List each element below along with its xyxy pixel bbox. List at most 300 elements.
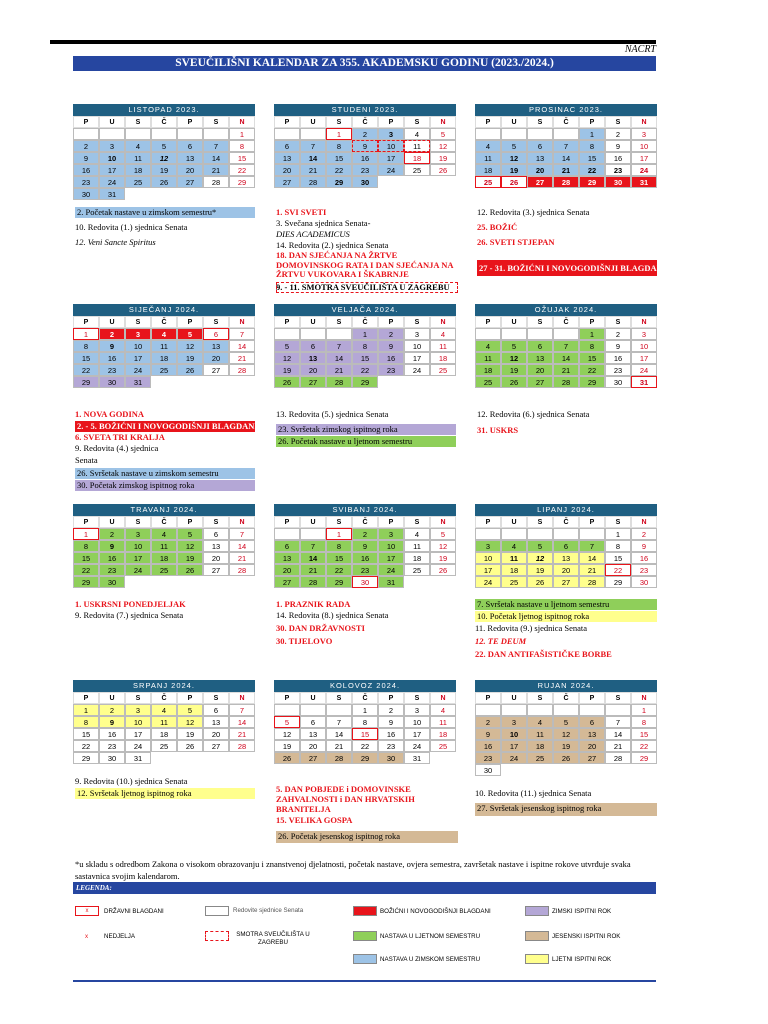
- day-cell: 6: [300, 340, 326, 352]
- day-cell: 26: [501, 176, 527, 188]
- month-studeni: [274, 104, 456, 188]
- day-cell: 30: [352, 576, 378, 588]
- day-cell: 31: [378, 576, 404, 588]
- day-cell: 28: [326, 376, 352, 388]
- day-cell: 12: [274, 728, 300, 740]
- day-cell: 8: [579, 140, 605, 152]
- day-cell: 1: [352, 704, 378, 716]
- day-cell: 16: [605, 352, 631, 364]
- month-title: PROSINAC 2023.: [475, 104, 657, 116]
- empty-cell: [527, 328, 553, 340]
- day-cell: 21: [579, 564, 605, 576]
- day-cell: 21: [326, 364, 352, 376]
- day-cell: 6: [203, 528, 229, 540]
- weekday-label: Č: [352, 116, 378, 128]
- day-cell: 7: [605, 716, 631, 728]
- day-cell: 17: [99, 164, 125, 176]
- summer-teaching-swatch: [353, 931, 377, 941]
- day-cell: 11: [501, 552, 527, 564]
- day-cell: 28: [229, 564, 255, 576]
- note-item: 2. Početak nastave u zimskom semestru*: [75, 207, 255, 218]
- day-cell: 5: [151, 140, 177, 152]
- day-cell: 3: [378, 528, 404, 540]
- day-cell: 7: [326, 716, 352, 728]
- day-cell: 3: [404, 704, 430, 716]
- day-cell: 29: [579, 376, 605, 388]
- legend-state-holiday: DRŽAVNI BLAGDANI: [104, 908, 164, 915]
- top-rule: [50, 40, 656, 44]
- day-cell: 6: [579, 716, 605, 728]
- note-item: 27. Svršetak jesenskog ispitnog roka: [475, 803, 657, 816]
- weekday-label: S: [605, 116, 631, 128]
- month-srpanj: [73, 680, 255, 764]
- day-cell: 3: [125, 328, 151, 340]
- month-ozujak: [475, 304, 657, 388]
- day-cell: 22: [631, 740, 657, 752]
- day-cell: 19: [177, 552, 203, 564]
- month-title: SRPANJ 2024.: [73, 680, 255, 692]
- weekday-label: S: [326, 516, 352, 528]
- note-item: DIES ACADEMICUS: [276, 229, 350, 239]
- note-item: 12. Redovita (6.) sjednica Senata: [477, 409, 590, 419]
- day-cell: 26: [430, 564, 456, 576]
- day-cell: 20: [579, 740, 605, 752]
- day-cell: 13: [203, 540, 229, 552]
- day-cell: 5: [430, 128, 456, 140]
- day-cell: 9: [99, 340, 125, 352]
- weekday-label: S: [326, 692, 352, 704]
- weekday-label: P: [274, 116, 300, 128]
- weekday-label: Č: [352, 516, 378, 528]
- day-cell: 29: [352, 752, 378, 764]
- day-cell: 13: [274, 152, 300, 164]
- legend-christmas: BOŽIĆNI I NOVOGODIŠNJI BLAGDANI: [380, 908, 491, 915]
- day-cell: 10: [501, 728, 527, 740]
- day-cell: 17: [404, 728, 430, 740]
- note-item: 31. USKRS: [477, 425, 519, 435]
- day-cell: 9: [352, 140, 378, 152]
- weekday-label: U: [300, 116, 326, 128]
- day-cell: 18: [527, 740, 553, 752]
- day-cell: 18: [404, 552, 430, 564]
- day-cell: 7: [300, 140, 326, 152]
- legend-summer-exam: LJETNI ISPITNI ROK: [552, 956, 612, 963]
- day-cell: 16: [605, 152, 631, 164]
- notes-svibanj: [276, 599, 456, 647]
- day-cell: 27: [177, 176, 203, 188]
- day-cell: 3: [501, 716, 527, 728]
- day-cell: 19: [501, 364, 527, 376]
- day-cell: 10: [631, 340, 657, 352]
- day-cell: 15: [579, 152, 605, 164]
- day-cell: 24: [404, 364, 430, 376]
- empty-cell: [527, 528, 553, 540]
- day-cell: 15: [73, 728, 99, 740]
- note-item: 14. Redovita (2.) sjednica Senata: [276, 240, 389, 250]
- day-cell: 8: [229, 140, 255, 152]
- note-item: 1. USKRSNI PONEDJELJAK: [75, 599, 186, 609]
- day-cell: 5: [177, 328, 203, 340]
- day-cell: 23: [73, 176, 99, 188]
- day-cell: 2: [352, 528, 378, 540]
- day-cell: 9: [99, 716, 125, 728]
- notes-ozujak: [477, 409, 657, 436]
- note-item: 1. SVI SVETI: [276, 207, 327, 217]
- day-cell: 18: [430, 728, 456, 740]
- day-cell: 15: [326, 552, 352, 564]
- day-cell: 11: [404, 540, 430, 552]
- empty-cell: [151, 128, 177, 140]
- note-item: 11. Redovita (9.) sjednica Senata: [475, 623, 588, 633]
- weekday-label: P: [378, 692, 404, 704]
- day-cell: 25: [151, 364, 177, 376]
- senate-swatch: [205, 906, 229, 916]
- day-cell: 29: [352, 376, 378, 388]
- day-cell: 18: [151, 352, 177, 364]
- weekday-label: Č: [151, 516, 177, 528]
- day-cell: 27: [527, 176, 553, 188]
- day-cell: 25: [151, 740, 177, 752]
- day-cell: 6: [527, 340, 553, 352]
- day-cell: 25: [404, 164, 430, 176]
- day-cell: 22: [229, 164, 255, 176]
- day-cell: 2: [605, 128, 631, 140]
- day-cell: 8: [605, 540, 631, 552]
- note-item: Senata: [75, 455, 98, 465]
- day-cell: 6: [274, 140, 300, 152]
- weekday-label: P: [579, 316, 605, 328]
- day-cell: 15: [352, 352, 378, 364]
- month-svibanj: [274, 504, 456, 588]
- day-cell: 29: [73, 576, 99, 588]
- day-cell: 12: [430, 540, 456, 552]
- day-cell: 4: [527, 716, 553, 728]
- empty-cell: [553, 128, 579, 140]
- day-cell: 29: [229, 176, 255, 188]
- weekday-label: S: [326, 316, 352, 328]
- day-cell: 11: [125, 152, 151, 164]
- empty-cell: [553, 704, 579, 716]
- day-cell: 5: [501, 340, 527, 352]
- weekday-label: N: [631, 516, 657, 528]
- empty-cell: [501, 328, 527, 340]
- day-cell: 25: [501, 576, 527, 588]
- empty-cell: [579, 704, 605, 716]
- empty-cell: [475, 528, 501, 540]
- day-cell: 7: [229, 704, 255, 716]
- day-cell: 13: [300, 352, 326, 364]
- day-cell: 6: [203, 328, 229, 340]
- day-cell: 4: [430, 704, 456, 716]
- note-item: 10. Početak ljetnog ispitnog roka: [475, 611, 657, 622]
- day-cell: 6: [553, 540, 579, 552]
- empty-cell: [300, 128, 326, 140]
- day-cell: 20: [274, 564, 300, 576]
- day-cell: 17: [125, 728, 151, 740]
- note-item: 26. SVETI STJEPAN: [477, 237, 555, 247]
- day-cell: 5: [501, 140, 527, 152]
- note-item: 14. Redovita (8.) sjednica Senata: [276, 610, 389, 620]
- day-cell: 28: [326, 752, 352, 764]
- empty-cell: [203, 128, 229, 140]
- weekday-label: Č: [553, 692, 579, 704]
- month-grid: [73, 516, 255, 588]
- day-cell: 1: [73, 528, 99, 540]
- weekday-label: P: [475, 516, 501, 528]
- note-item: 1. NOVA GODINA: [75, 409, 145, 419]
- day-cell: 10: [378, 540, 404, 552]
- empty-cell: [73, 128, 99, 140]
- day-cell: 6: [177, 140, 203, 152]
- weekday-label: S: [605, 692, 631, 704]
- note-item: 10. Redovita (1.) sjednica Senata: [75, 222, 188, 232]
- day-cell: 29: [73, 376, 99, 388]
- weekday-label: Č: [553, 316, 579, 328]
- day-cell: 23: [605, 364, 631, 376]
- weekday-label: S: [125, 116, 151, 128]
- day-cell: 27: [300, 752, 326, 764]
- day-cell: 18: [430, 352, 456, 364]
- weekday-label: N: [229, 692, 255, 704]
- day-cell: 10: [378, 140, 404, 152]
- month-grid: [73, 116, 255, 200]
- weekday-label: U: [300, 692, 326, 704]
- day-cell: 21: [553, 364, 579, 376]
- summer-exam-swatch: [525, 954, 549, 964]
- day-cell: 22: [352, 740, 378, 752]
- day-cell: 4: [151, 704, 177, 716]
- note-item: 30. TIJELOVO: [276, 636, 333, 646]
- day-cell: 3: [125, 704, 151, 716]
- day-cell: 21: [300, 164, 326, 176]
- month-grid: [475, 516, 657, 588]
- weekday-label: Č: [151, 316, 177, 328]
- day-cell: 29: [579, 176, 605, 188]
- weekday-label: P: [579, 692, 605, 704]
- weekday-label: U: [99, 692, 125, 704]
- day-cell: 26: [177, 364, 203, 376]
- note-item: 9. - 11. SMOTRA SVEUČILIŠTA U ZAGREBU: [276, 282, 458, 293]
- day-cell: 11: [527, 728, 553, 740]
- note-item: 10. Redovita (11.) sjednica Senata: [475, 788, 592, 798]
- weekday-label: S: [404, 692, 430, 704]
- day-cell: 9: [605, 340, 631, 352]
- day-cell: 25: [125, 176, 151, 188]
- day-cell: 8: [326, 140, 352, 152]
- day-cell: 16: [99, 552, 125, 564]
- day-cell: 23: [99, 364, 125, 376]
- note-item: 9. Redovita (7.) sjednica Senata: [75, 610, 184, 620]
- day-cell: 3: [125, 528, 151, 540]
- day-cell: 9: [378, 716, 404, 728]
- month-title: SIJEČANJ 2024.: [73, 304, 255, 316]
- day-cell: 11: [430, 716, 456, 728]
- day-cell: 13: [203, 340, 229, 352]
- weekday-label: S: [125, 692, 151, 704]
- empty-cell: [274, 528, 300, 540]
- day-cell: 23: [605, 164, 631, 176]
- day-cell: 10: [125, 340, 151, 352]
- day-cell: 7: [229, 528, 255, 540]
- day-cell: 9: [352, 540, 378, 552]
- month-grid: [475, 116, 657, 188]
- day-cell: 25: [151, 564, 177, 576]
- weekday-label: S: [527, 692, 553, 704]
- day-cell: 25: [527, 752, 553, 764]
- month-travanj: [73, 504, 255, 588]
- day-cell: 7: [300, 540, 326, 552]
- day-cell: 21: [203, 164, 229, 176]
- day-cell: 4: [404, 528, 430, 540]
- day-cell: 17: [378, 152, 404, 164]
- day-cell: 6: [203, 704, 229, 716]
- empty-cell: [326, 704, 352, 716]
- page-title: SVEUČILIŠNI KALENDAR ZA 355. AKADEMSKU GODINU (2023./2024.): [73, 56, 656, 71]
- weekday-label: P: [274, 516, 300, 528]
- day-cell: 19: [151, 164, 177, 176]
- month-listopad: [73, 104, 255, 200]
- weekday-label: P: [579, 516, 605, 528]
- weekday-label: N: [229, 516, 255, 528]
- day-cell: 11: [475, 152, 501, 164]
- day-cell: 8: [352, 716, 378, 728]
- day-cell: 5: [430, 528, 456, 540]
- day-cell: 1: [73, 704, 99, 716]
- day-cell: 17: [378, 552, 404, 564]
- christmas-swatch: [353, 906, 377, 916]
- day-cell: 7: [326, 340, 352, 352]
- day-cell: 7: [203, 140, 229, 152]
- day-cell: 1: [229, 128, 255, 140]
- day-cell: 17: [631, 152, 657, 164]
- day-cell: 30: [99, 576, 125, 588]
- day-cell: 12: [527, 552, 553, 564]
- day-cell: 20: [553, 564, 579, 576]
- day-cell: 19: [430, 552, 456, 564]
- day-cell: 8: [326, 540, 352, 552]
- day-cell: 13: [274, 552, 300, 564]
- day-cell: 18: [501, 564, 527, 576]
- empty-cell: [475, 704, 501, 716]
- day-cell: 30: [475, 764, 501, 776]
- weekday-label: S: [203, 516, 229, 528]
- day-cell: 16: [73, 164, 99, 176]
- day-cell: 16: [352, 152, 378, 164]
- weekday-label: U: [501, 116, 527, 128]
- day-cell: 12: [553, 728, 579, 740]
- legend: [75, 904, 665, 974]
- footnote: *u skladu s odredbom Zakona o visokom obrazovanju i znanstvenoj djelatnosti, početak nastave, ovjera semestra, završetak nastave i ispitne rokove utvrđuje svaka sastavnica svojim kalendarom.: [75, 859, 631, 881]
- legend-title: LEGENDA:: [73, 882, 656, 894]
- day-cell: 20: [203, 552, 229, 564]
- day-cell: 19: [274, 364, 300, 376]
- day-cell: 25: [475, 376, 501, 388]
- note-item: 5. DAN POBJEDE i DOMOVINSKE ZAHVALNOSTI i DAN HRVATSKIH BRANITELJA: [276, 784, 415, 814]
- day-cell: 18: [475, 164, 501, 176]
- day-cell: 6: [527, 140, 553, 152]
- day-cell: 27: [203, 564, 229, 576]
- day-cell: 10: [125, 716, 151, 728]
- day-cell: 8: [73, 716, 99, 728]
- day-cell: 23: [631, 564, 657, 576]
- day-cell: 25: [475, 176, 501, 188]
- day-cell: 22: [326, 564, 352, 576]
- day-cell: 29: [73, 752, 99, 764]
- weekday-label: U: [501, 316, 527, 328]
- note-item: 27 - 31. BOŽIĆNI I NOVOGODIŠNJI BLAGDANI: [477, 260, 657, 276]
- day-cell: 20: [300, 364, 326, 376]
- day-cell: 14: [553, 352, 579, 364]
- weekday-label: U: [501, 692, 527, 704]
- day-cell: 19: [274, 740, 300, 752]
- day-cell: 9: [631, 540, 657, 552]
- empty-cell: [553, 528, 579, 540]
- weekday-label: P: [73, 692, 99, 704]
- day-cell: 20: [274, 164, 300, 176]
- day-cell: 21: [229, 352, 255, 364]
- day-cell: 16: [99, 728, 125, 740]
- day-cell: 27: [553, 576, 579, 588]
- day-cell: 23: [378, 364, 404, 376]
- weekday-label: P: [378, 316, 404, 328]
- weekday-label: N: [631, 116, 657, 128]
- day-cell: 19: [501, 164, 527, 176]
- day-cell: 1: [579, 128, 605, 140]
- day-cell: 14: [229, 340, 255, 352]
- day-cell: 3: [631, 328, 657, 340]
- day-cell: 10: [631, 140, 657, 152]
- day-cell: 14: [605, 728, 631, 740]
- day-cell: 13: [527, 152, 553, 164]
- day-cell: 18: [475, 364, 501, 376]
- day-cell: 27: [527, 376, 553, 388]
- month-title: VELJAČA 2024.: [274, 304, 456, 316]
- notes-prosinac: [477, 207, 667, 276]
- day-cell: 9: [605, 140, 631, 152]
- notes-kolovoz: [276, 784, 458, 843]
- day-cell: 26: [274, 376, 300, 388]
- day-cell: 15: [579, 352, 605, 364]
- month-grid: [475, 692, 657, 776]
- weekday-label: S: [527, 116, 553, 128]
- weekday-label: N: [430, 116, 456, 128]
- day-cell: 4: [151, 528, 177, 540]
- day-cell: 7: [553, 140, 579, 152]
- day-cell: 23: [475, 752, 501, 764]
- month-prosinac: [475, 104, 657, 188]
- day-cell: 3: [378, 128, 404, 140]
- day-cell: 28: [579, 576, 605, 588]
- note-item: 26. Početak jesenskog ispitnog roka: [276, 831, 458, 843]
- empty-cell: [300, 528, 326, 540]
- day-cell: 31: [99, 188, 125, 200]
- note-item: 2. - 5. BOŽIĆNI I NOVOGODIŠNJI BLAGDANI: [77, 421, 258, 431]
- weekday-label: P: [177, 116, 203, 128]
- note-item: 13. Redovita (5.) sjednica Senata: [276, 409, 389, 419]
- empty-cell: [501, 528, 527, 540]
- day-cell: 8: [579, 340, 605, 352]
- day-cell: 23: [99, 740, 125, 752]
- day-cell: 22: [352, 364, 378, 376]
- empty-cell: [579, 528, 605, 540]
- day-cell: 30: [378, 752, 404, 764]
- legend-senate-session: Redovite sjednice Senata: [233, 907, 304, 914]
- day-cell: 29: [326, 576, 352, 588]
- weekday-label: P: [73, 116, 99, 128]
- day-cell: 22: [73, 740, 99, 752]
- day-cell: 5: [527, 540, 553, 552]
- month-title: KOLOVOZ 2024.: [274, 680, 456, 692]
